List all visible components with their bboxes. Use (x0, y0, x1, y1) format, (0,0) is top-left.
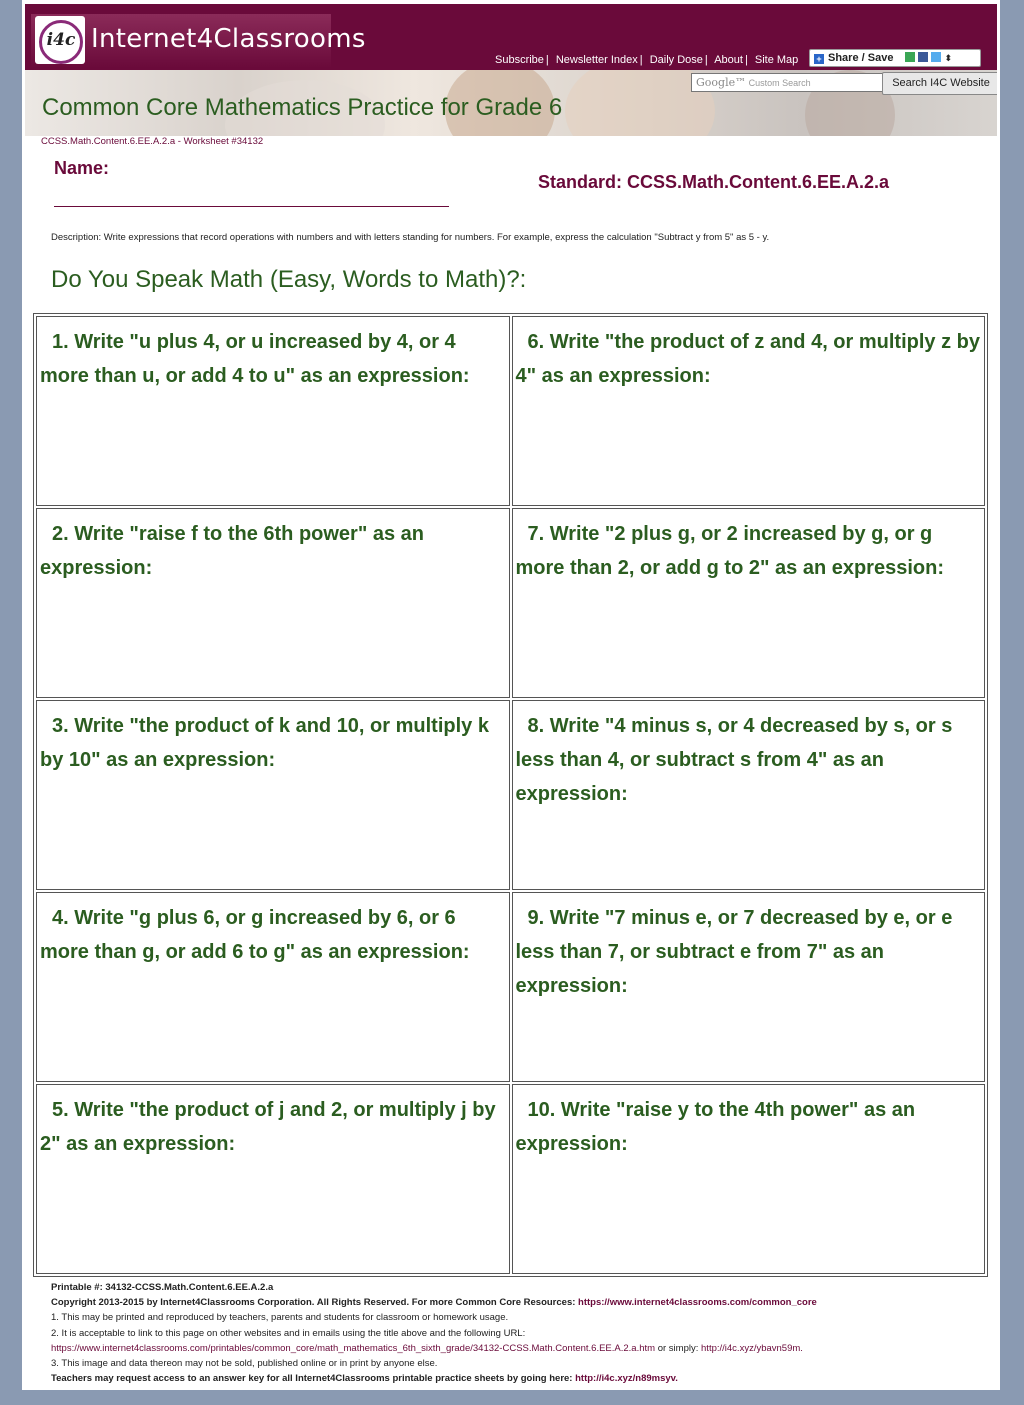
question-grid (33, 313, 988, 1277)
nav-daily-dose[interactable]: Daily Dose (649, 54, 703, 66)
name-label: Name: (54, 158, 110, 178)
answer-key-text: Teachers may request access to an answer key for all Internet4Classrooms printable practice sheets by going here: (51, 1373, 573, 1385)
question-cell (512, 508, 986, 698)
question-text: 6. Write "the product of z and 4, or multiply z by 4" as an expression: (515, 331, 980, 387)
search-placeholder: Custom Search (748, 78, 811, 88)
nav-about[interactable]: About (714, 54, 743, 66)
question-cell (36, 700, 510, 890)
share-email-icon (905, 52, 915, 62)
footer-note-1: 1. This may be printed and reproduced by teachers, parents and students for classroom or homework usage. (51, 1312, 509, 1324)
question-cell (512, 892, 986, 1082)
i4c-logo-icon: i4c (35, 16, 85, 64)
search-button[interactable]: Search I4C Website (882, 72, 997, 95)
share-save-label: Share / Save (828, 52, 894, 64)
site-header (25, 4, 997, 70)
question-text: 2. Write "raise f to the 6th power" as an expression: (40, 523, 425, 579)
name-line (54, 206, 449, 207)
worksheet-title: Do You Speak Math (Easy, Words to Math)?: (51, 266, 527, 293)
description: Description: Write expressions that record operations with numbers and with letters standing for numbers. For example, express the calculation "Subtract y from 5" as 5 - y. (51, 232, 770, 243)
page-title: Common Core Mathematics Practice for Grade 6 (42, 94, 563, 121)
footer (51, 1280, 981, 1386)
question-text: 10. Write "raise y to the 4th power" as an expression: (515, 1099, 916, 1155)
nav-subscribe[interactable]: Subscribe (495, 54, 544, 66)
question-cell (512, 700, 986, 890)
question-cell (36, 316, 510, 506)
standard-label: Standard: CCSS.Math.Content.6.EE.A.2.a (538, 172, 890, 192)
copyright-line (51, 1295, 981, 1310)
common-core-link[interactable]: https://www.internet4classrooms.com/common_core (578, 1297, 817, 1309)
worksheet-page (22, 0, 1000, 1390)
answer-key-line (51, 1371, 981, 1386)
printable-number: Printable #: 34132-CCSS.Math.Content.6.EE.A.2.a (51, 1282, 274, 1293)
nav-site-map[interactable]: Site Map (754, 54, 799, 66)
question-cell (36, 1084, 510, 1274)
question-cell (512, 316, 986, 506)
share-save-button[interactable] (809, 49, 981, 67)
logo-text: Internet4Classrooms (91, 24, 366, 54)
copyright-text: Copyright 2013-2015 by Internet4Classrooms Corporation. All Rights Reserved. For more Common Core Resources: (51, 1297, 576, 1309)
question-text: 8. Write "4 minus s, or 4 decreased by s, or s less than 4, or subtract s from 4" as an expression: (515, 715, 953, 805)
url-or-text: or simply: (657, 1342, 699, 1354)
chevron-updown-icon: ⬍ (944, 53, 953, 63)
question-cell (36, 892, 510, 1082)
search-input[interactable] (691, 73, 883, 92)
footer-note-2: 2. It is acceptable to link to this page on other websites and in emails using the title above and the following URL: (51, 1327, 526, 1339)
question-text: 4. Write "g plus 6, or g increased by 6, or 6 more than g, or add 6 to g" as an expression: (40, 907, 470, 963)
twitter-icon (931, 52, 941, 62)
question-text: 1. Write "u plus 4, or u increased by 4, or 4 more than u, or add 4 to u" as an expression: (40, 331, 470, 387)
share-plus-icon: + (814, 54, 824, 64)
top-navigation: Subscribe | Newsletter Index | Daily Dose | About | Site Map (495, 54, 799, 66)
question-cell (512, 1084, 986, 1274)
site-logo[interactable] (31, 14, 366, 68)
facebook-icon (918, 52, 928, 62)
google-logo: Google™ (696, 76, 747, 89)
short-url-link[interactable]: http://i4c.xyz/ybavn59m. (701, 1342, 803, 1354)
footer-note-3: 3. This image and data thereon may not be sold, published online or in print by anyone else. (51, 1358, 438, 1370)
question-cell (36, 508, 510, 698)
question-text: 5. Write "the product of j and 2, or multiply j by 2" as an expression: (40, 1099, 496, 1155)
question-text: 9. Write "7 minus e, or 7 decreased by e, or e less than 7, or subtract e from 7" as an expression: (515, 907, 953, 997)
footer-url-line (51, 1341, 981, 1356)
question-text: 3. Write "the product of k and 10, or multiply k by 10" as an expression: (40, 715, 489, 771)
question-text: 7. Write "2 plus g, or 2 increased by g, or g more than 2, or add g to 2" as an expression: (515, 523, 944, 579)
worksheet-url-link[interactable]: https://www.internet4classrooms.com/printables/common_core/math_mathematics_6th_sixth_grade/34132-CCSS.Math.Content.6.EE.A.2.a.htm (51, 1342, 656, 1354)
answer-key-link[interactable]: http://i4c.xyz/n89msyv. (575, 1373, 678, 1385)
nav-newsletter-index[interactable]: Newsletter Index (555, 54, 638, 66)
title-banner (25, 70, 997, 136)
worksheet-id: CCSS.Math.Content.6.EE.A.2.a - Worksheet #34132 (41, 136, 264, 147)
